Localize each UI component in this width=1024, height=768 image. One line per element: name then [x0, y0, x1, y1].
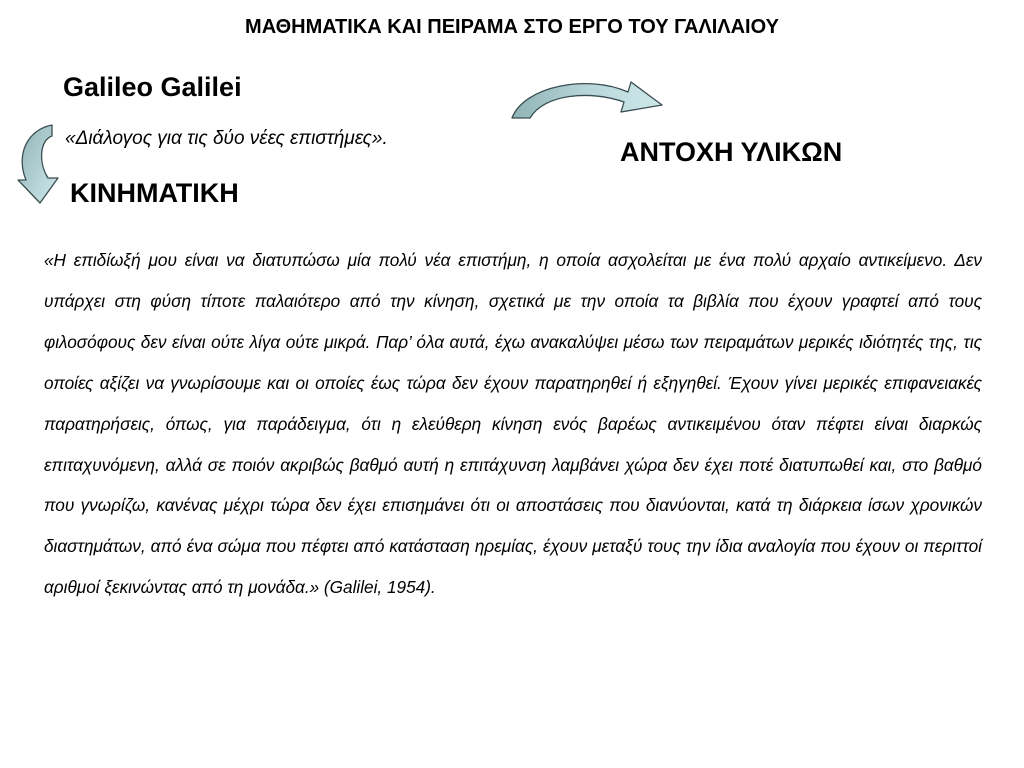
galileo-quote: «Η επιδίωξή μου είναι να διατυπώσω μία πολύ νέα επιστήμη, η οποία ασχολείται με ένα πολύ αρχαίο αντικείμενο. Δεν υπάρχει στη φύση τίποτε παλαιότερο από την κίνηση, σχετικά με την οποία τα βιβλία που έχουν γραφτεί από τους φιλοσόφους δεν είναι ούτε λίγα ούτε μικρά. Παρ’ όλα αυτά, έχω ανακαλύψει μέσω των πειραμάτων μερικές ιδιότητές της, τις οποίες αξίζει να γνωρίσουμε και οι οποίες έως τώρα δεν έχουν παρατηρηθεί ή εξηγηθεί. Έχουν γίνει μερικές επιφανειακές παρατηρήσεις, όπως, για παράδειγμα, ότι η ελεύθερη κίνηση ενός βαρέως αντικειμένου όταν πέφτει είναι διαρκώς επιταχυνόμενη, αλλά σε ποιόν ακριβώς βαθμό αυτή η επιτάχυνση λαμβάνει χώρα δεν έχει ποτέ διατυπωθεί και, στο βαθμό που γνωρίζω, κανένας μέχρι τώρα δεν έχει επισημάνει ότι οι αποστάσεις που διανύονται, κατά τη διάρκεια ίσων χρονικών διαστημάτων, από ένα σώμα που πέφτει από κατάσταση ηρεμίας, έχουν μεταξύ τους την ίδια αναλογία που έχουν οι περιττοί αριθμοί ξεκινώντας από τη μονάδα.» (Galilei, 1954). [44, 250, 982, 598]
topic-strength-of-materials: ΑΝΤΟΧΗ ΥΛΙΚΩΝ [620, 137, 843, 167]
curved-arrow-down-icon [14, 122, 64, 206]
topic-kinematics: ΚΙΝΗΜΑΤΙΚΗ [70, 178, 239, 208]
curved-arrow-right-icon [510, 78, 670, 126]
slide-title: ΜΑΘΗΜΑΤΙΚΑ ΚΑΙ ΠΕΙΡΑΜΑ ΣΤΟ ΕΡΓΟ ΤΟΥ ΓΑΛΙΛΑΙΟΥ [245, 16, 779, 38]
author-name: Galileo Galilei [63, 72, 242, 102]
book-title: «Διάλογος για τις δύο νέες επιστήμες». [65, 128, 388, 149]
